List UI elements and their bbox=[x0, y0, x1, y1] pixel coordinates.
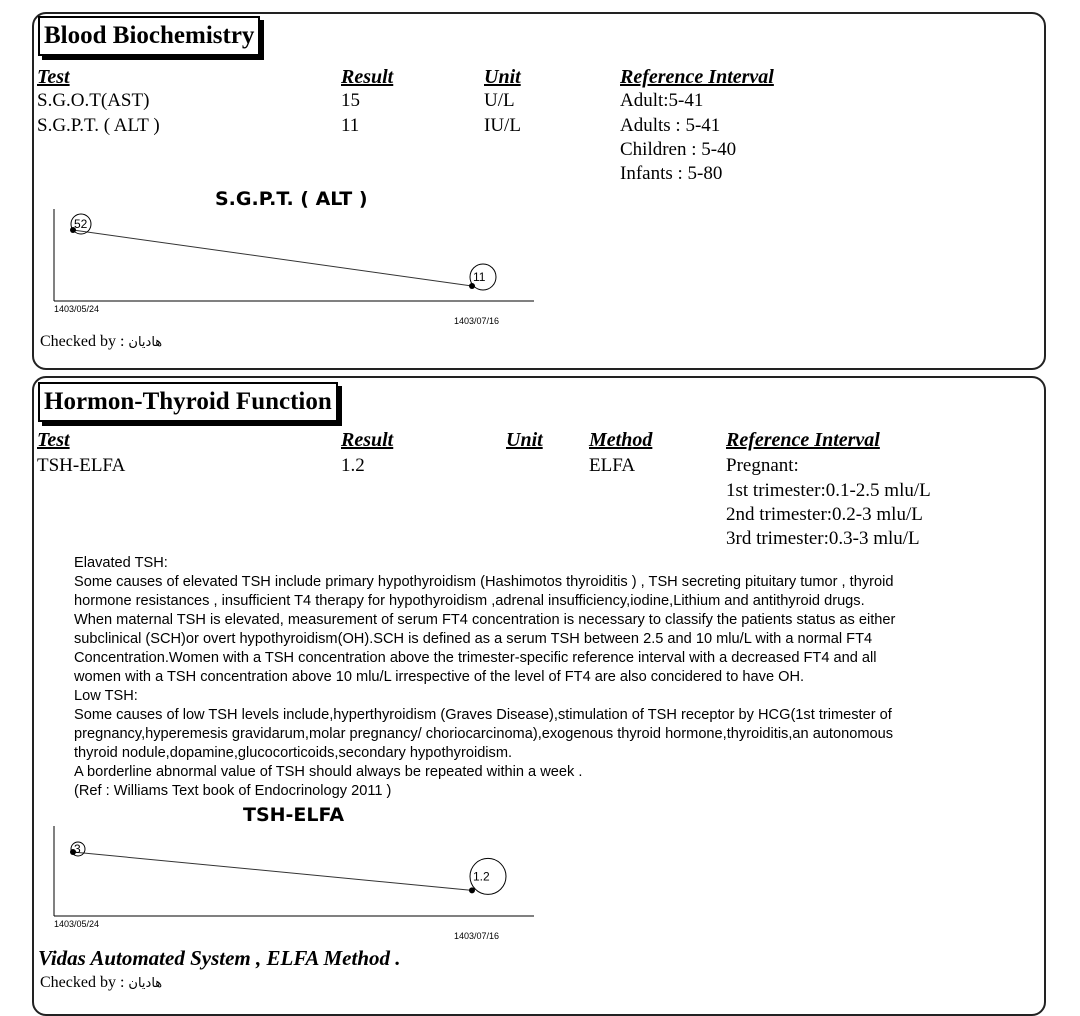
data-label: 1.2 bbox=[473, 869, 490, 884]
thyroid-header-result: Result bbox=[341, 429, 394, 451]
chart-title: TSH-ELFA bbox=[243, 804, 345, 826]
alt-trend-chart bbox=[40, 205, 550, 335]
checked-by bbox=[40, 333, 162, 351]
thyroid-header-test: Test bbox=[37, 429, 70, 451]
tsh-interpretation-notes bbox=[74, 554, 1014, 801]
note-line: When maternal TSH is elevated, measurement of serum FT4 concentration is necessary to classify the patients status as either bbox=[74, 612, 896, 628]
table-cell-ref: Children : 5-40 bbox=[620, 139, 737, 160]
note-line: (Ref : Williams Text book of Endocrinology 2011 ) bbox=[74, 783, 392, 799]
series-line bbox=[73, 852, 472, 890]
x-tick-label: 1403/07/16 bbox=[454, 931, 500, 941]
biochem-header-ref: Reference Interval bbox=[620, 66, 774, 88]
table-cell-test: S.G.P.T. ( ALT ) bbox=[37, 115, 160, 136]
table-cell-ref: Pregnant: bbox=[726, 455, 799, 476]
table-cell-method: ELFA bbox=[589, 455, 636, 476]
table-cell-unit: U/L bbox=[484, 90, 515, 111]
note-line: pregnancy,hyperemesis gravidarum,molar pregnancy/ choriocarcinoma),exogenous thyroid hormone,thyroiditis,an autonomous bbox=[74, 726, 894, 742]
x-tick-label: 1403/07/16 bbox=[454, 316, 500, 326]
note-line: hormone resistances , insufficient T4 therapy for hypothyroidism ,adrenal insufficiency,iodine,Lithium and antithyroid drugs. bbox=[74, 593, 865, 609]
data-label: 11 bbox=[473, 269, 486, 284]
x-tick-label: 1403/05/24 bbox=[54, 304, 100, 314]
table-cell-ref: Infants : 5-80 bbox=[620, 163, 723, 184]
table-cell-result: 11 bbox=[341, 115, 360, 136]
checked-by-name: هادیان bbox=[128, 976, 163, 991]
biochem-header-unit: Unit bbox=[484, 66, 521, 88]
method-footnote: Vidas Automated System , ELFA Method . bbox=[38, 946, 401, 970]
table-cell-unit: IU/L bbox=[484, 115, 521, 136]
table-cell-test: S.G.O.T(AST) bbox=[37, 90, 150, 111]
series-line bbox=[73, 230, 472, 286]
note-line: women with a TSH concentration above 10 mlu/L irrespective of the level of FT4 are also concidered to have OH. bbox=[74, 669, 805, 685]
data-label: 3 bbox=[74, 842, 81, 856]
biochem-header-test: Test bbox=[37, 66, 70, 88]
table-cell-result: 15 bbox=[341, 90, 360, 111]
checked-by-label: Checked by : bbox=[40, 333, 125, 350]
thyroid-title: Hormon-Thyroid Function bbox=[38, 382, 338, 422]
table-cell-ref: 2nd trimester:0.2-3 mlu/L bbox=[726, 504, 923, 525]
thyroid-header-unit: Unit bbox=[506, 429, 543, 451]
note-line: Some causes of low TSH levels include,hyperthyroidism (Graves Disease),stimulation of TSH receptor by HCG(1st trimester of bbox=[74, 707, 892, 723]
thyroid-header-method: Method bbox=[589, 429, 653, 451]
table-cell-test: TSH-ELFA bbox=[37, 455, 126, 476]
thyroid-header-ref: Reference Interval bbox=[726, 429, 880, 451]
table-cell-ref: 1st trimester:0.1-2.5 mlu/L bbox=[726, 480, 931, 501]
table-cell-result: 1.2 bbox=[341, 455, 365, 476]
biochem-header-result: Result bbox=[341, 66, 394, 88]
table-cell-ref: 3rd trimester:0.3-3 mlu/L bbox=[726, 528, 920, 549]
chart-title: S.G.P.T. ( ALT ) bbox=[215, 188, 368, 210]
table-cell-ref: Adults : 5-41 bbox=[620, 115, 721, 136]
data-label: 52 bbox=[74, 217, 88, 231]
checked-by-label: Checked by : bbox=[40, 974, 125, 991]
tsh-trend-chart bbox=[40, 822, 550, 946]
table-cell-ref: Adult:5-41 bbox=[620, 90, 704, 111]
note-line: Concentration.Women with a TSH concentration above the trimester-specific reference interval with a decreased FT4 and all bbox=[74, 650, 877, 666]
note-line: A borderline abnormal value of TSH should always be repeated within a week . bbox=[74, 764, 583, 780]
note-line: Elavated TSH: bbox=[74, 555, 168, 571]
note-line: thyroid nodule,dopamine,glucocorticoids,secondary hypothyroidism. bbox=[74, 745, 513, 761]
checked-by-name: هادیان bbox=[128, 335, 163, 350]
note-line: Low TSH: bbox=[74, 688, 138, 704]
x-tick-label: 1403/05/24 bbox=[54, 919, 100, 929]
note-line: Some causes of elevated TSH include primary hypothyroidism (Hashimotos thyroiditis ) , TSH secreting pituitary tumor , thyroid bbox=[74, 574, 894, 590]
checked-by bbox=[40, 974, 162, 992]
note-line: subclinical (SCH)or overt hypothyroidism(OH).SCH is defined as a serum TSH between 2.5 and 10 mlu/L with a normal FT4 bbox=[74, 631, 873, 647]
biochem-title: Blood Biochemistry bbox=[38, 16, 260, 56]
